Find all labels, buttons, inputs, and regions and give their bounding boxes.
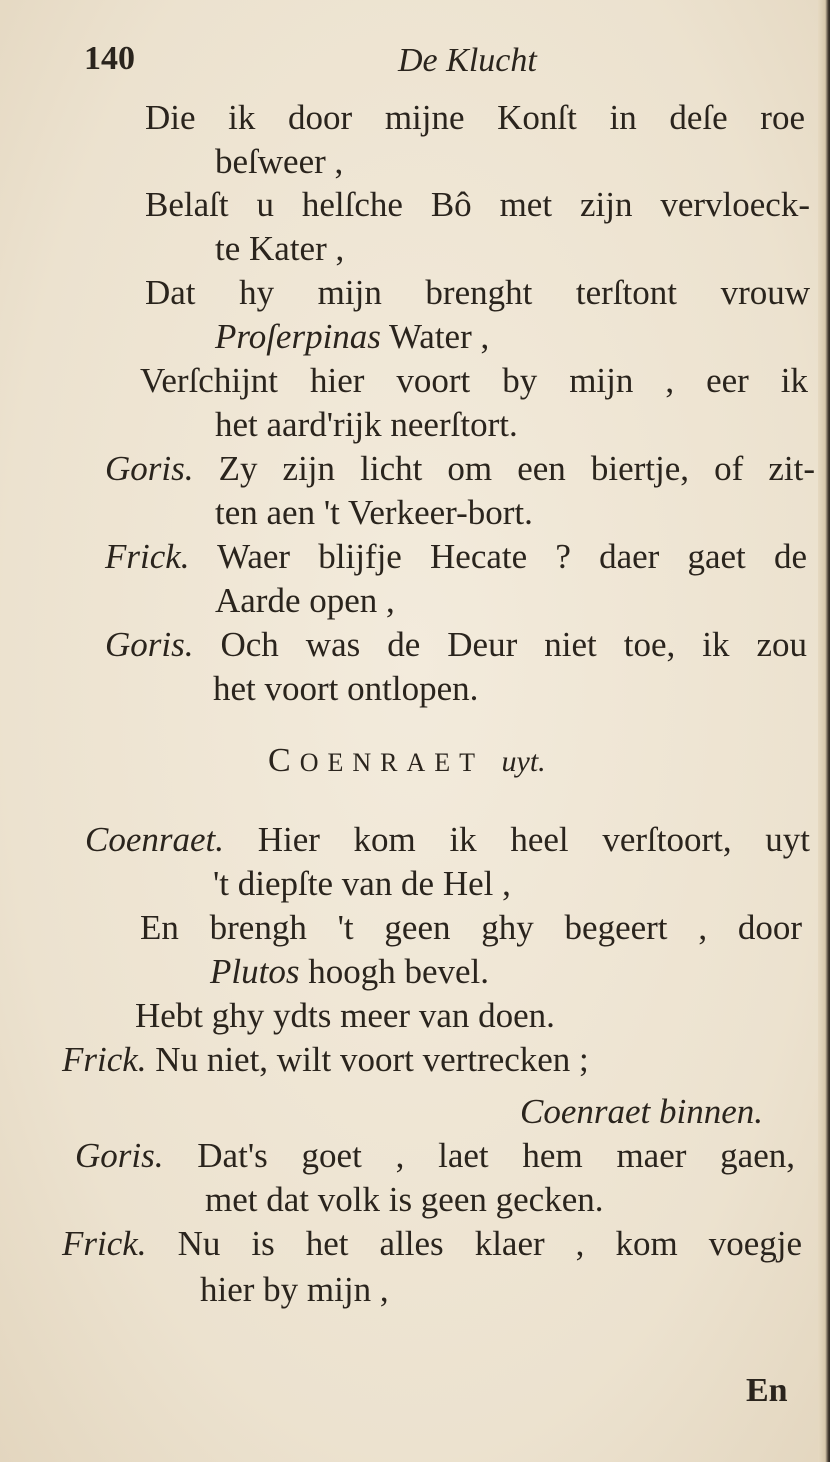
line-text: ten aen 't Verkeer-bort. (215, 493, 533, 532)
italic-text: Plutos (210, 952, 300, 991)
speaker-name: Frick. (62, 1224, 147, 1263)
italic-text: Coenraet binnen. (520, 1092, 764, 1131)
verse-line (215, 491, 533, 535)
heading-name: OENRAET (299, 748, 485, 777)
line-text: 't diepſte van de Hel , (213, 864, 511, 903)
line-text: Nu is het alles klaer , kom voegje (146, 1224, 802, 1263)
verse-line (215, 227, 344, 271)
heading-initial: C (268, 742, 300, 779)
verse-line (62, 1038, 589, 1082)
speaker-name: Coenraet. (85, 820, 225, 859)
line-text: Waer blijfje Hecate ? daer gaet de (189, 537, 807, 576)
line-text: beſweer , (215, 142, 344, 181)
verse-line (210, 950, 489, 994)
verse-line (105, 535, 807, 579)
italic-text: Proſerpinas (215, 317, 381, 356)
running-title: De Klucht (398, 42, 537, 79)
verse-line (200, 1268, 389, 1312)
line-text: hoogh bevel. (299, 952, 489, 991)
verse-line (140, 359, 808, 403)
verse-line (105, 623, 807, 667)
verse-line (213, 667, 478, 711)
verse-line (520, 1090, 763, 1134)
line-text: Aarde open , (215, 581, 395, 620)
line-text: En brengh 't geen ghy begeert , door (140, 908, 802, 947)
stage-direction: uyt. (501, 745, 546, 778)
line-text: Dat hy mijn brenght terſtont vrouw (145, 273, 810, 312)
line-text: hier by mijn , (200, 1270, 389, 1309)
verse-line (140, 906, 802, 950)
verse-line (145, 183, 810, 227)
line-text: Zy zijn licht om een biertje, of zit- (193, 449, 815, 488)
verse-line (213, 862, 511, 906)
line-text: Hebt ghy ydts meer van doen. (135, 996, 555, 1035)
line-text: Dat's goet , laet hem maer gaen, (163, 1136, 795, 1175)
verse-line (145, 96, 805, 140)
speaker-name: Goris. (105, 449, 194, 488)
verse-line (75, 1134, 795, 1178)
line-text: met dat volk is geen gecken. (205, 1180, 604, 1219)
page-number: 140 (84, 40, 135, 77)
verse-line (105, 447, 815, 491)
line-text: Water , (380, 317, 490, 356)
verse-line (215, 140, 343, 184)
speaker-name: Frick. (105, 537, 190, 576)
verse-line (62, 1222, 802, 1266)
speaker-name: Goris. (75, 1136, 164, 1175)
speaker-name: Goris. (105, 625, 194, 664)
verse-line (205, 1178, 603, 1222)
verse-line (215, 403, 518, 447)
page-edge (818, 0, 830, 1462)
line-text: te Kater , (215, 229, 345, 268)
line-text: Belaſt u helſche Bô met zijn vervloeck- (145, 185, 810, 224)
verse-line (215, 315, 489, 359)
line-text: Verſchijnt hier voort by mijn , eer ik (140, 361, 808, 400)
line-text: Och was de Deur niet toe, ik zou (193, 625, 807, 664)
line-text: het aard'rijk neerſtort. (215, 405, 518, 444)
line-text: Die ik door mijne Konſt in deſe roe (145, 98, 805, 137)
catchword: En (746, 1372, 788, 1409)
verse-line (145, 271, 810, 315)
verse-line (215, 579, 395, 623)
verse-line (85, 818, 810, 862)
verse-line (135, 994, 555, 1038)
line-text: Hier kom ik heel verſtoort, uyt (224, 820, 810, 859)
stage-heading (268, 742, 546, 780)
line-text: het voort ontlopen. (213, 669, 479, 708)
speaker-name: Frick. (62, 1040, 147, 1079)
line-text: Nu niet, wilt voort vertrecken ; (146, 1040, 589, 1079)
